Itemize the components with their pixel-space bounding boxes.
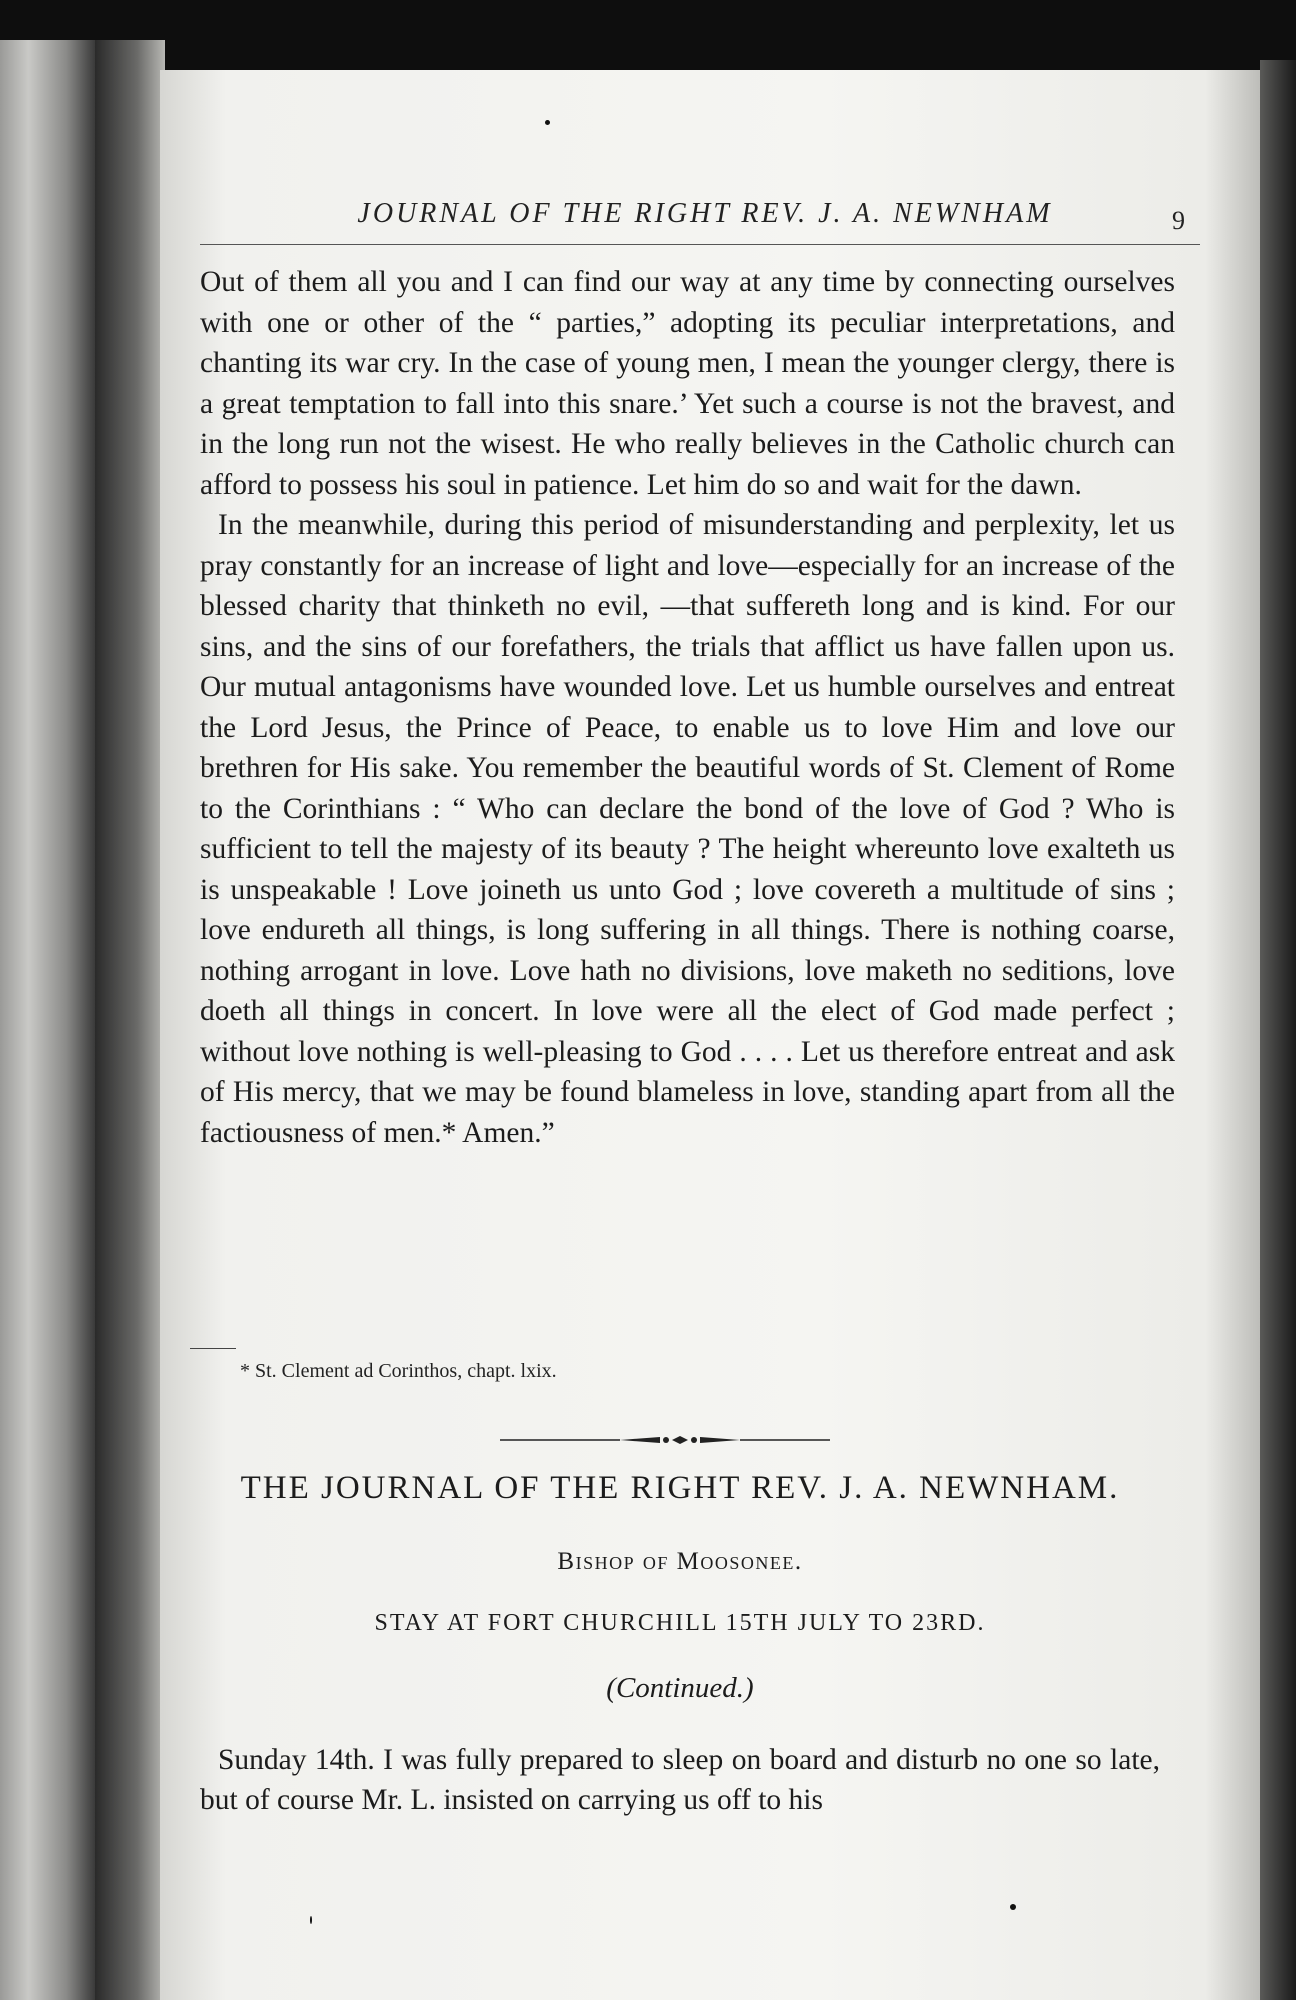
continued-label: (Continued.) [606,1672,754,1704]
bishop-line: Bishop of Moosonee. [557,1548,803,1575]
footnote: * St. Clement ad Corinthos, chapt. lxix. [240,1360,557,1382]
facing-page-edge [0,40,95,2000]
page-header [205,198,1205,248]
section-ornament [500,1430,830,1450]
page-right-edge [1260,60,1296,2000]
paragraph-2: In the meanwhile, during this period of misunderstanding and perplexity, let us pray constantly for an increase of light and love—especially for an increase of the blessed charity that thinketh no evil, —that suffereth long and is kind. For our sins, and the sins of our forefathers, the trials that afflict us have fallen upon us. Our mutual antagonisms have wounded love. Let us humble ourselves and entreat the Lord Jesus, the Prince of Peace, to enable us to love Him and love our brethren for His sake. You remember the beautiful words of St. Clement of Rome to the Corinthians : “ Who can declare the bond of the love of God ? Who is sufficient to tell the majesty of its beauty ? The height whereunto love exalteth us is unspeakable ! Love joineth us unto God ; love covereth a multitude of sins ; love endureth all things, is long suffering in all things. There is nothing coarse, nothing arrogant in love. Love hath no divisions, love maketh no seditions, love doeth all things in concert. In love were all the elect of God made perfect ; without love nothing is well-pleasing to God . . . . Let us therefore entreat and ask of His mercy, that we may be found blameless in love, standing apart from all the factiousness of men.* Amen.” [200,509,1175,1149]
footnote-rule [190,1348,236,1349]
running-head: JOURNAL OF THE RIGHT REV. J. A. NEWNHAM [357,198,1053,229]
header-rule [200,244,1200,245]
journal-entry [200,1740,1160,1820]
dust-speck [310,1916,312,1924]
dust-speck [545,120,550,125]
journal-title: THE JOURNAL OF THE RIGHT REV. J. A. NEWNHAM. [240,1470,1120,1506]
entry-paragraph: Sunday 14th. I was fully prepared to sleep on board and disturb no one so late, but of course Mr. L. insisted on carrying us off to his [200,1744,1160,1816]
spine-shadow [95,40,165,2000]
paragraph-1: Out of them all you and I can find our way at any time by connecting ourselves with one or other of the “ parties,” adopting its peculiar interpretations, and chanting its war cry. In the case of young men, I mean the younger clergy, there is a great temptation to fall into this snare.’ Yet such a course is not the bravest, and in the long run not the wisest. He who really believes in the Catholic church can afford to possess his soul in patience. Let him do so and wait for the dawn. [200,266,1175,501]
page-number: 9 [1172,206,1185,235]
dust-speck [1010,1904,1016,1910]
stay-heading: STAY AT FORT CHURCHILL 15TH JULY TO 23RD. [374,1610,986,1636]
ornament-rule-graphic [500,1430,830,1450]
body-text [200,262,1175,1153]
